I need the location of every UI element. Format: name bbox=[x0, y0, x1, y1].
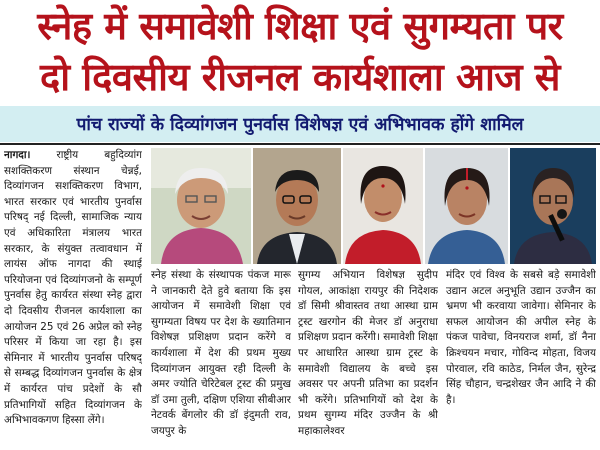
photo-woman-microphone bbox=[510, 148, 596, 264]
subheadline-text: पांच राज्यों के दिव्यांगजन पुनर्वास विशेषज्ञ एवं अभिभावक होंगे शामिल bbox=[76, 115, 524, 135]
article-column-4: मंदिर एवं विश्व के सबसे बड़े समावेशी उद्यान अटल अनुभूति उद्यान उज्जैन का भ्रमण भी करवाया जावेगा। सेमिनार के सफल आयोजन की अपील स्नेह के पंकज पावेचा, विनयराज शर्मा, डॉ नैना क्रिश्चयन मचार, गोविन्द मोहता, विजय पोरवाल, रवि काठेड, निर्मल जैन, सुरेन्द्र सिंह चौहान, चन्द्रशेखर जैन आदि ने की है। bbox=[446, 269, 596, 406]
photo-woman-sindoor bbox=[425, 148, 508, 264]
article-column-2: स्नेह संस्था के संस्थापक पंकज मारू ने जानकारी देते हुवे बताया कि इस आयोजन में समावेशी शिक्षा एवं सुगम्यता विषय पर देश के ख्यातिमान विशेषज्ञ प्रशिक्षण प्रदान करेंगे व कार्यशाला में देश की प्रथम मुख्य दिव्यांगजन आयुक्त रही दिल्ली के अमर ज्योति चेरिटेबल ट्रस्ट की प्रमुख डॉ उमा तुली, दक्षिण एशिया सीबीआर नेटवर्क बेंगलोर की डॉ इंदुमती राव, जयपुर के bbox=[151, 269, 291, 437]
headline-line-2: दो दिवसीय रीजनल कार्यशाला आज से bbox=[40, 55, 560, 99]
photo-woman-red-saree bbox=[343, 148, 423, 264]
article-column-3: सुगम्य अभियान विशेषज्ञ सुदीप गोयल, आकांक्षा रायपुर की निदेशक डॉ सिमी श्रीवास्तव तथा आस्था ग्राम ट्रस्ट खरगोन की मेजर डॉ अनुराधा प्रशिक्षण प्रदान करेंगी। समावेशी शिक्षा पर आधारित आस्था ग्राम ट्रस्ट के समावेशी विद्यालय के बच्चे इस अवसर पर अपनी प्रतिभा का प्रदर्शन भी करेंगे। प्रतिभागियों को देश के प्रथम सुगम्य मंदिर उज्जैन के श्री महाकालेश्वर bbox=[298, 269, 438, 437]
dateline: नागदा। bbox=[4, 149, 31, 161]
photo-man-glasses bbox=[253, 148, 341, 264]
photo-elderly-woman bbox=[151, 148, 251, 264]
divider-rule bbox=[0, 143, 600, 145]
article-column-1 bbox=[4, 148, 142, 446]
headline-line-1: स्नेह में समावेशी शिक्षा एवं सुगम्यता पर bbox=[37, 4, 563, 48]
article-column-1-text: राष्ट्रीय बहुदिव्यांग सशक्तिकरण संस्थान चेन्नई, दिव्यांगजन सशक्तिकरण विभाग, भारत सरकार एवं भारतीय पुनर्वास परिषद् नई दिल्ली, सामाजिक न्याय एवं अधिकारिता मंत्रालय भारत सरकार, के संयुक्त तत्वावधान में लायंस ऑफ नागदा की स्थाई परियोजना एवं दिव्यांगजनो के सम्पूर्ण पुनर्वास हेतु कार्यरत संस्था स्नेह द्वारा दो दिवसीय रीजनल कार्यशाला का आयोजन 25 एवं 26 अप्रेल को स्नेह परिसर में किया जा रहा है। इस सेमिनार में भारतीय पुनर्वास परिषद् से सम्बद्ध दिव्यांगजन पुनर्वास के क्षेत्र में कार्यरत पांच प्रदेशों के सौ प्रतिभागियों सहित दिव्यांगजन के अभिभावकगण हिस्सा लेंगे। bbox=[4, 149, 142, 427]
subheadline-bar bbox=[0, 106, 600, 142]
